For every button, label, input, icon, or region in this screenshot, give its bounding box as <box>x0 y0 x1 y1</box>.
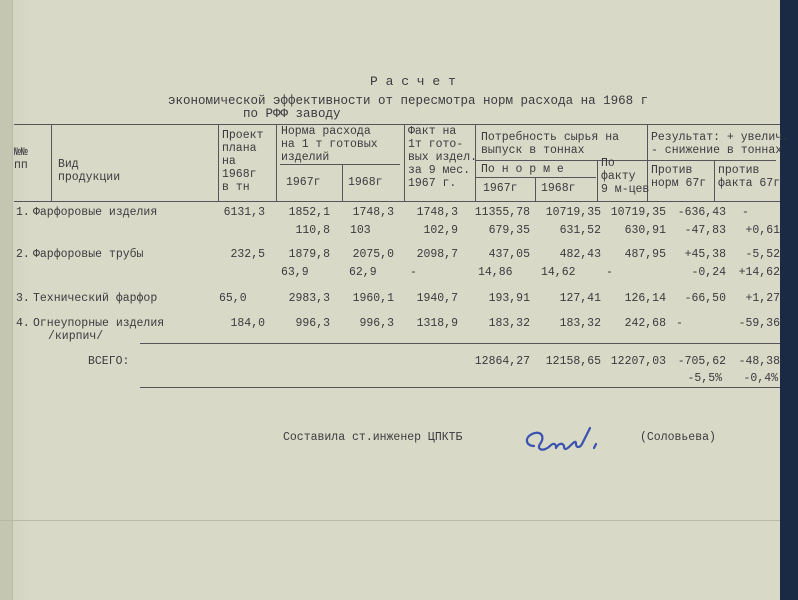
row-plan: 65,0 <box>219 292 247 305</box>
header-result-fact: против факта 67г <box>718 164 781 190</box>
row-needfact: 10719,35 <box>610 206 666 219</box>
col-divider <box>51 124 52 201</box>
col-divider <box>342 164 343 201</box>
col-divider <box>404 124 405 201</box>
row-fact: 1318,9 <box>416 317 458 330</box>
row-norm1968: 996,3 <box>359 317 394 330</box>
row-need1968: 482,43 <box>559 248 601 261</box>
total-resfact-pct: -0,4% <box>743 372 778 385</box>
total-bottom-rule <box>140 387 780 388</box>
header-bottom-rule <box>14 201 780 202</box>
row-plan: 184,0 <box>230 317 265 330</box>
total-resnorm: -705,62 <box>677 355 726 368</box>
signer-name: (Соловьева) <box>640 431 716 444</box>
row-product: Фарфоровые трубы <box>33 248 144 261</box>
row-resnormb: -47,83 <box>684 224 726 237</box>
row-norm1968b: 103 <box>350 224 371 237</box>
row-norm1967: 996,3 <box>295 317 330 330</box>
row-need1967: 437,05 <box>488 248 530 261</box>
header-result-norm: Против норм 67г <box>651 164 707 190</box>
row-needfactb: - <box>606 266 613 279</box>
row-resfact: +1,27 <box>745 292 780 305</box>
row-resfact: -5,52 <box>745 248 780 261</box>
doc-subtitle-1: экономической эффективности от пересмотра норм расхода на 1968 г <box>168 94 649 108</box>
doc-subtitle-2: по РФФ заводу <box>243 107 341 121</box>
header-num: №№ пп <box>14 146 28 172</box>
row-num: 2. <box>16 248 30 261</box>
row-num: 3. <box>16 292 30 305</box>
paper-fold <box>0 520 780 521</box>
header-need-1967: 1967г <box>483 182 518 195</box>
row-need1967: 193,91 <box>488 292 530 305</box>
row-norm1967: 2983,3 <box>288 292 330 305</box>
row-needfact: 242,68 <box>624 317 666 330</box>
row-product: Технический фарфор <box>33 292 158 305</box>
total-resfact: -48,38 <box>738 355 780 368</box>
row-need1968b: 631,52 <box>559 224 601 237</box>
row-norm1968: 1748,3 <box>352 206 394 219</box>
header-need-fact: По факту 9 м-цев <box>601 157 650 196</box>
row-product-2: /кирпич/ <box>48 330 104 343</box>
total-top-rule <box>140 343 780 344</box>
row-need1968: 183,32 <box>559 317 601 330</box>
row-resnorm: -636,43 <box>677 206 726 219</box>
row-norm1967: 1852,1 <box>288 206 330 219</box>
row-factb: 102,9 <box>423 224 458 237</box>
row-resfact: -59,36 <box>738 317 780 330</box>
row-plan: 6131,3 <box>223 206 265 219</box>
row-product: Фарфоровые изделия <box>33 206 158 219</box>
col-divider <box>597 160 598 201</box>
row-resnorm: - <box>676 317 683 330</box>
header-norm-1967: 1967г <box>286 176 321 189</box>
total-label: ВСЕГО: <box>88 355 130 368</box>
header-fact: Факт на 1т гото- вых издел. за 9 мес. 1967 г. <box>408 125 478 190</box>
col-divider <box>276 124 277 201</box>
row-need1967: 183,32 <box>488 317 530 330</box>
col-divider <box>218 124 219 201</box>
row-resnorm: -66,50 <box>684 292 726 305</box>
header-need-1968: 1968г <box>541 182 576 195</box>
row-resfact: - <box>742 206 749 219</box>
row-need1967b: 14,86 <box>478 266 513 279</box>
row-fact: 1940,7 <box>416 292 458 305</box>
row-num: 4. <box>16 317 30 330</box>
row-resnormb: -0,24 <box>691 266 726 279</box>
header-norm-1968: 1968г <box>348 176 383 189</box>
header-plan: Проект плана на 1968г в тн <box>222 129 264 194</box>
row-factb: - <box>410 266 417 279</box>
row-resfactb: +14,62 <box>738 266 780 279</box>
signature-image <box>520 424 610 460</box>
row-need1968: 127,41 <box>559 292 601 305</box>
binding-strip <box>0 0 13 600</box>
row-norm1967: 1879,8 <box>288 248 330 261</box>
row-norm1968b: 62,9 <box>349 266 377 279</box>
row-norm1967b: 110,8 <box>295 224 330 237</box>
row-need1967: 11355,78 <box>474 206 530 219</box>
need-norm-rule <box>476 177 596 178</box>
row-need1968b: 14,62 <box>541 266 576 279</box>
norm-sub-rule <box>280 164 400 165</box>
prepared-by: Составила ст.инженер ЦПКТБ <box>283 431 463 444</box>
row-num: 1. <box>16 206 30 219</box>
header-norm: Норма расхода на 1 т готовых изделий <box>281 125 378 164</box>
row-resfactb: +0,61 <box>745 224 780 237</box>
row-fact: 2098,7 <box>416 248 458 261</box>
row-needfact: 487,95 <box>624 248 666 261</box>
row-fact: 1748,3 <box>416 206 458 219</box>
header-result: Результат: + увелич. - снижение в тоннах <box>651 131 790 157</box>
row-norm1967b: 63,9 <box>281 266 309 279</box>
row-need1968: 10719,35 <box>545 206 601 219</box>
row-norm1968: 2075,0 <box>352 248 394 261</box>
total-need1967: 12864,27 <box>474 355 530 368</box>
header-need: Потребность сырья на выпуск в тоннах <box>481 131 620 157</box>
row-plan: 232,5 <box>230 248 265 261</box>
row-needfactb: 630,91 <box>624 224 666 237</box>
total-need1968: 12158,65 <box>545 355 601 368</box>
col-divider <box>535 177 536 201</box>
header-need-norm: По н о р м е <box>481 163 564 176</box>
row-product: Огнеупорные изделия <box>33 317 165 330</box>
row-need1967b: 679,35 <box>488 224 530 237</box>
row-needfact: 126,14 <box>624 292 666 305</box>
header-top-rule <box>14 124 780 125</box>
col-divider <box>714 160 715 201</box>
row-norm1968: 1960,1 <box>352 292 394 305</box>
total-resnorm-pct: -5,5% <box>687 372 722 385</box>
header-product: Вид продукции <box>58 158 121 184</box>
row-resnorm: +45,38 <box>684 248 726 261</box>
total-needfact: 12207,03 <box>610 355 666 368</box>
doc-title: Р а с ч е т <box>370 74 456 89</box>
